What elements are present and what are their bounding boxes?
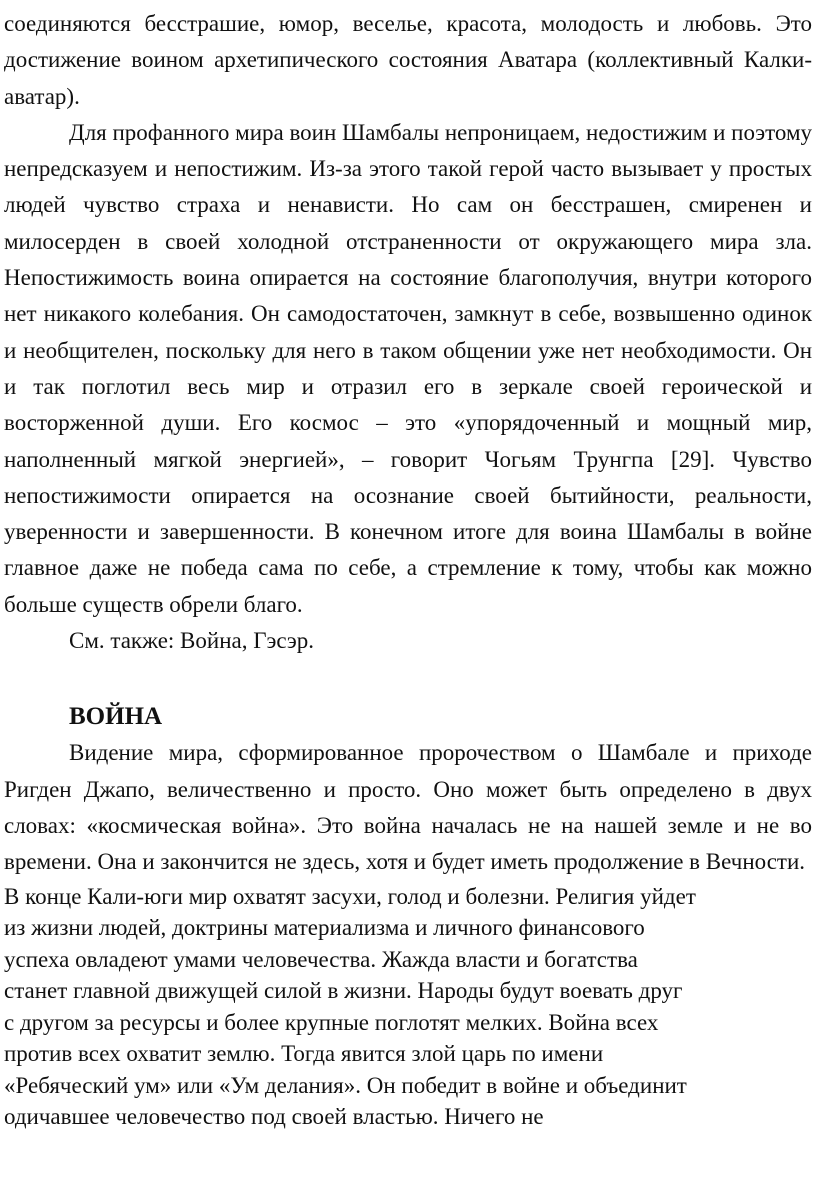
paragraph-war-vision: Видение мира, сформированное пророчеством о Шамбале и приходе Ригден Джапо, величественно и просто. Оно может быть определено в двух словах: «космическая война». Это война началась не на нашей земле и не во времени. Она и закончится не здесь, хотя и будет иметь продолжение в Вечности. (4, 740, 812, 875)
paragraph-shambhala-warrior: Для профанного мира воин Шамбалы непроницаем, недостижим и поэтому непредсказуем и непостижим. Из-за этого такой герой часто вызывает у простых людей чувство страха и ненависти. Но сам он бесстрашен, смиренен и милосерден в своей холодной отстраненности от окружающего мира зла. Непостижимость воина опирается на состояние благополучия, внутри которого нет никакого колебания. Он самодостаточен, замкнут в себе, возвышенно одинок и необщителен, поскольку для него в таком общении уже нет необходимости. Он и так поглотил весь мир и отразил его в зеркале своей героической и восторженной души. Его космос – это «упорядоченный и мощный мир, наполненный мягкой энергией», – говорит Чогьям Трунгпа [29]. Чувство непостижимости опирается на осознание своей бытийности, реальности, уверенности и завершенности. В конечном итоге для воина Шамбалы в войне главное даже не победа сама по себе, а стремление к тому, чтобы как можно больше существ обрели благо. (4, 119, 812, 617)
section-intro (4, 6, 812, 659)
line-kali-yuga: одичавшее человечество под своей властью. Ничего не (4, 1104, 544, 1130)
line-kali-yuga: с другом за ресурсы и более крупные поглотят мелких. Война всех (4, 1009, 659, 1035)
paragraph-continuation: соединяются бесстрашие, юмор, веселье, красота, молодость и любовь. Это достижение воином архетипического состояния Аватара (коллективный Калки-аватар). (4, 11, 812, 109)
line-kali-yuga: В конце Кали-юги мир охватят засухи, голод и болезни. Религия уйдет (4, 883, 696, 909)
section-kali-yuga (4, 881, 812, 1133)
line-kali-yuga: «Ребяческий ум» или «Ум делания». Он победит в войне и объединит (4, 1072, 687, 1098)
line-kali-yuga: из жизни людей, доктрины материализма и личного финансового (4, 915, 645, 941)
section-war (4, 735, 812, 880)
line-kali-yuga: станет главной движущей силой в жизни. Народы будут воевать друг (4, 978, 683, 1004)
see-also-line: См. также: Война, Гэсэр. (69, 628, 314, 654)
section-heading: ВОЙНА (69, 703, 163, 731)
line-kali-yuga: успеха овладеют умами человечества. Жажда власти и богатства (4, 946, 638, 972)
line-kali-yuga: против всех охватит землю. Тогда явится злой царь по имени (4, 1041, 604, 1067)
